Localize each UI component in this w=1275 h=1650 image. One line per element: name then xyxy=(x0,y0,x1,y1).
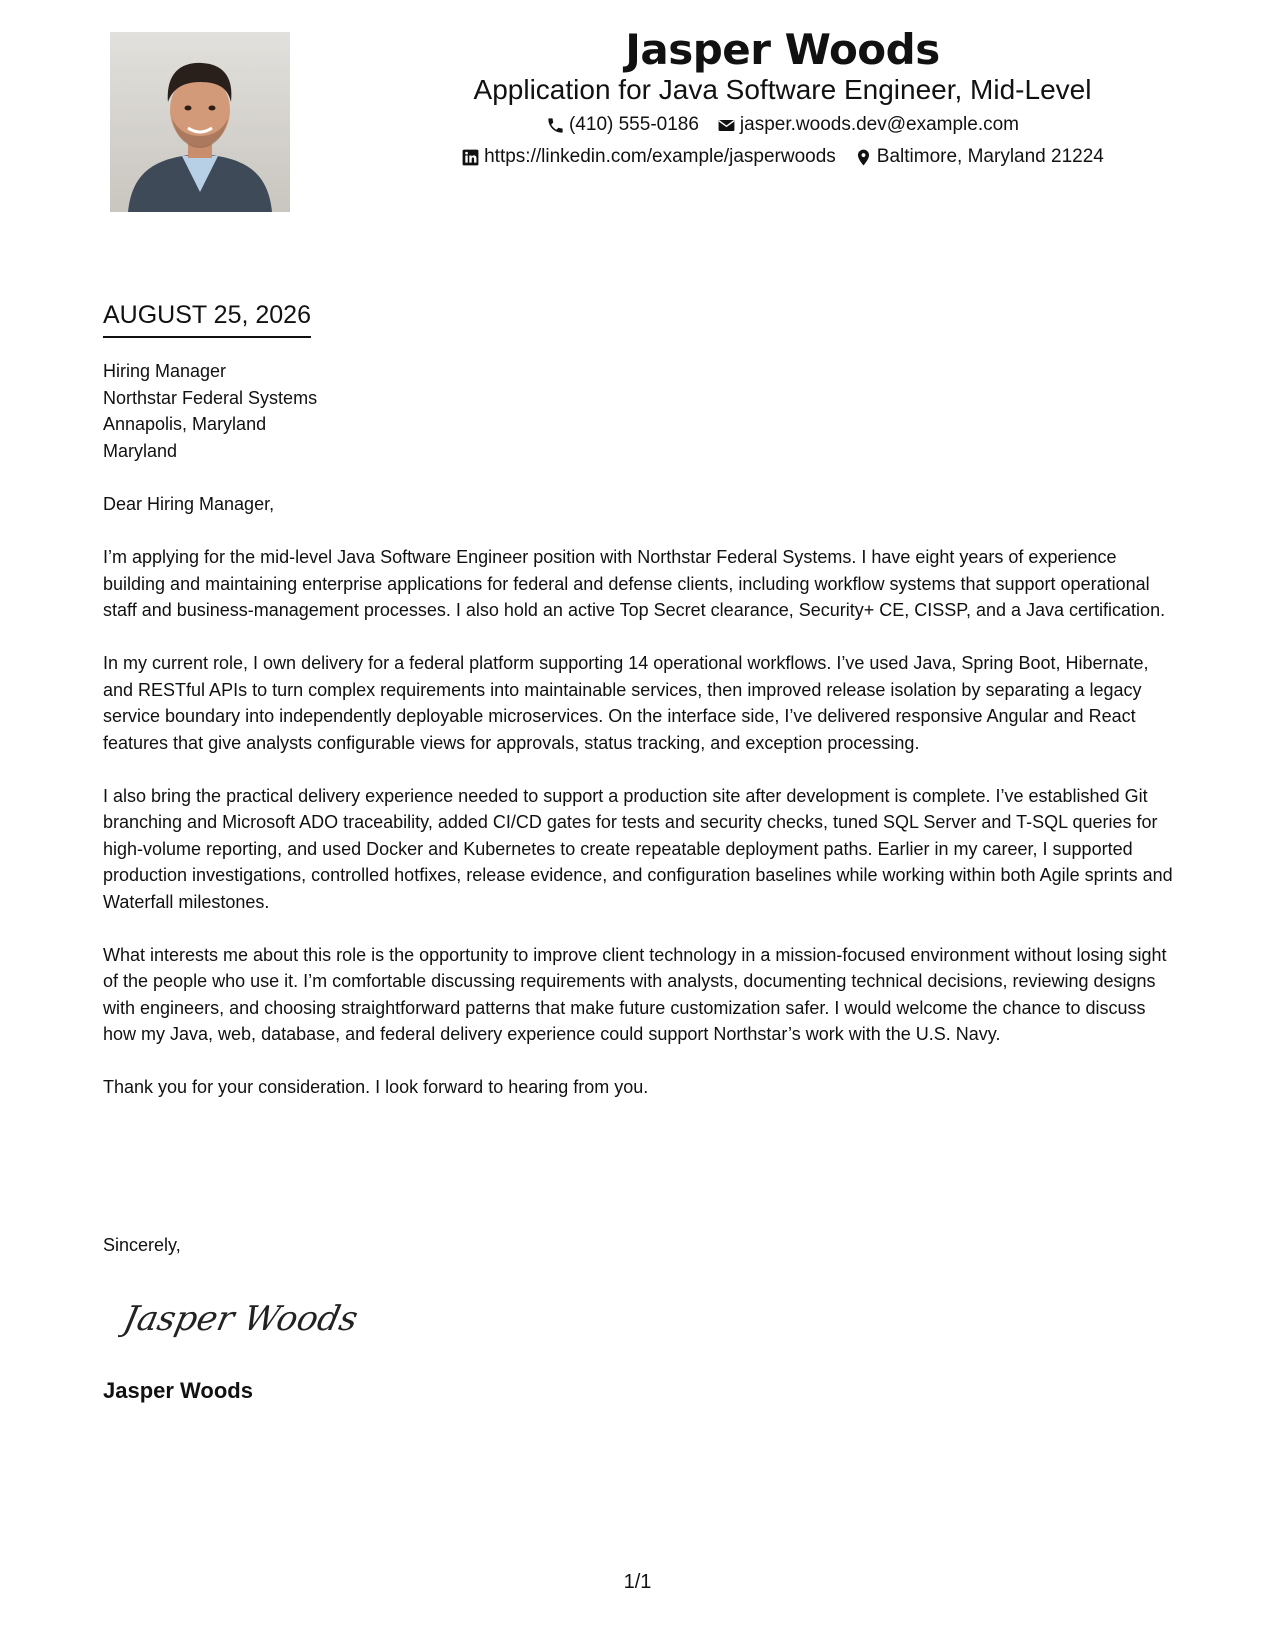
body-paragraph: In my current role, I own delivery for a federal platform supporting 14 operational workflows. I’ve used Java, Spring Boot, Hibernate, and RESTful APIs to turn complex requirements into maintainable services, then improved release isolation by separating a legacy service boundary into independently deployable microservices. On the interface side, I’ve delivered responsive Angular and React features that give analysts configurable views for approvals, status tracking, and exception processing. xyxy=(103,653,1149,753)
letter-body xyxy=(103,491,1178,1127)
recipient-line: Maryland xyxy=(103,440,178,461)
body-paragraph: I also bring the practical delivery experience needed to support a production site after development is complete. I’ve established Git branching and Microsoft ADO traceability, added CI/CD gates for tests and security checks, tuned SQL Server and T-SQL queries for high-volume reporting, and used Docker and Kubernetes to create repeatable deployment paths. Earlier in my career, I supported production investigations, controlled hotfixes, release evidence, and configuration baselines while working within both Agile sprints and Waterfall milestones. xyxy=(103,785,1173,912)
body-paragraph: What interests me about this role is the opportunity to improve client technology in a mission-focused environment without losing sight of the people who use it. I’m comfortable discussing requirements with analysts, documenting technical decisions, reviewing designs with engineers, and choosing straightforward patterns that make future customization safer. I would welcome the chance to discuss how my Java, web, database, and federal delivery experience could support Northstar’s work with the U.S. Navy. xyxy=(103,944,1167,1044)
location-text: Baltimore, Maryland 21224 xyxy=(876,146,1104,167)
contact-location xyxy=(854,144,1104,170)
closing: Sincerely, xyxy=(103,1235,181,1255)
applicant-name: Jasper Woods xyxy=(625,25,940,74)
linkedin-text[interactable]: https://linkedin.com/example/jasperwoods xyxy=(484,146,836,167)
recipient-line: Hiring Manager xyxy=(103,361,227,381)
contact-row-1 xyxy=(290,112,1275,138)
salutation: Dear Hiring Manager, xyxy=(103,494,275,514)
contact-email[interactable] xyxy=(717,112,1019,138)
recipient-block xyxy=(103,358,317,464)
profile-photo xyxy=(110,32,290,212)
contact-linkedin[interactable] xyxy=(461,144,836,170)
recipient-line: Northstar Federal Systems xyxy=(103,387,318,408)
contact-row-2 xyxy=(290,144,1275,170)
signer-name: Jasper Woods xyxy=(103,1378,253,1403)
application-subtitle: Application for Java Software Engineer, Mid-Level xyxy=(473,74,1092,105)
signature-text: Jasper Woods xyxy=(119,1299,362,1339)
body-paragraph: Thank you for your consideration. I look forward to hearing from you. xyxy=(103,1077,649,1097)
page-number: 1/1 xyxy=(623,1571,652,1593)
map-pin-icon xyxy=(854,148,873,167)
linkedin-icon xyxy=(461,148,480,167)
handwritten-signature xyxy=(118,1282,368,1352)
contact-phone xyxy=(546,112,699,138)
phone-text: (410) 555-0186 xyxy=(568,114,699,135)
body-paragraph: I’m applying for the mid-level Java Software Engineer position with Northstar Federal Systems. I have eight years of experience building and maintaining enterprise applications for federal and defense clients, including workflow systems that support operational staff and business-management processes. I also hold an active Top Secret clearance, Security+ CE, CISSP, and a Java certification. xyxy=(103,547,1166,620)
phone-icon xyxy=(546,116,565,135)
email-text[interactable]: jasper.woods.dev@example.com xyxy=(739,114,1020,135)
recipient-line: Annapolis, Maryland xyxy=(103,414,267,434)
letter-date: AUGUST 25, 2026 xyxy=(103,298,311,338)
envelope-icon xyxy=(717,116,736,135)
